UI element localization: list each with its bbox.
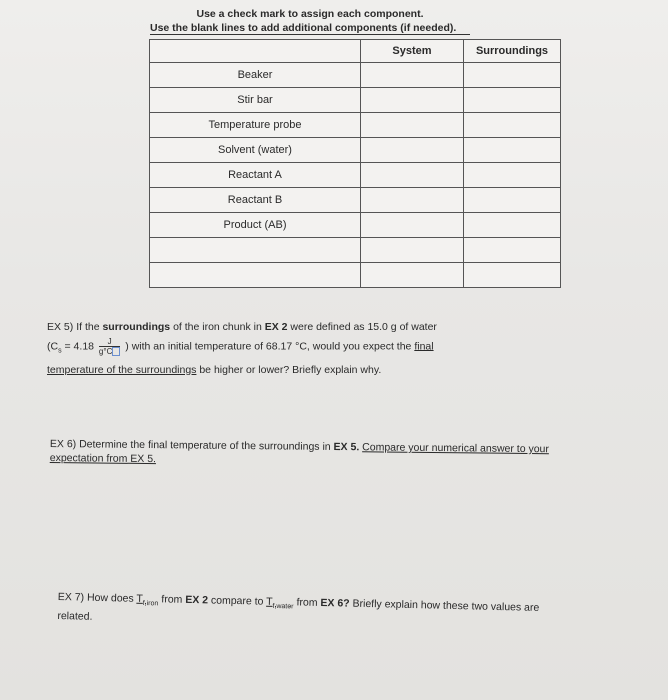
component-name: Reactant A bbox=[150, 163, 361, 188]
table-row bbox=[150, 113, 561, 138]
surroundings-checkbox-cell[interactable] bbox=[464, 113, 561, 138]
table-row bbox=[150, 188, 561, 213]
ex7-t-water bbox=[266, 596, 294, 609]
ex7-label: EX 7) bbox=[57, 590, 85, 604]
question-ex5 bbox=[47, 318, 527, 380]
system-checkbox-cell[interactable] bbox=[361, 63, 464, 88]
table-row bbox=[150, 63, 561, 88]
ex7-text: Briefly explain how these two values are related. bbox=[57, 597, 540, 623]
placeholder-box-icon bbox=[112, 347, 120, 356]
ex5-final-term: final bbox=[414, 340, 434, 353]
system-checkbox-cell[interactable] bbox=[361, 188, 464, 213]
system-checkbox-cell[interactable] bbox=[361, 138, 464, 163]
surroundings-checkbox-cell[interactable] bbox=[464, 188, 561, 213]
component-name: Beaker bbox=[150, 63, 361, 88]
system-checkbox-cell[interactable] bbox=[361, 213, 464, 238]
surroundings-checkbox-cell[interactable] bbox=[464, 238, 561, 263]
table-row bbox=[150, 138, 561, 163]
component-name: Reactant B bbox=[150, 188, 361, 213]
ex5-cs-subscript: s bbox=[58, 347, 62, 355]
ex6-compare-text: Compare your numerical answer to your expectation from EX 5. bbox=[49, 441, 549, 466]
ex5-cs-value: = 4.18 bbox=[61, 340, 94, 353]
ex5-text: were defined as 15.0 g of water bbox=[290, 321, 437, 333]
blank-component-cell[interactable] bbox=[150, 263, 361, 288]
t-symbol: T bbox=[266, 595, 273, 608]
ex7-t-iron bbox=[136, 592, 159, 608]
table-row-blank bbox=[150, 263, 561, 288]
header-component bbox=[150, 40, 361, 63]
component-name: Product (AB) bbox=[150, 213, 361, 238]
component-name: Stir bar bbox=[150, 88, 361, 113]
system-checkbox-cell[interactable] bbox=[361, 113, 464, 138]
surroundings-checkbox-cell[interactable] bbox=[464, 263, 561, 288]
ex5-cs-symbol: (C bbox=[47, 340, 59, 353]
components-table bbox=[149, 39, 561, 288]
table-header-row bbox=[150, 40, 561, 63]
system-checkbox-cell[interactable] bbox=[361, 88, 464, 113]
ex6-text: Determine the final temperature of the surroundings in bbox=[79, 438, 331, 453]
question-ex7 bbox=[57, 590, 558, 635]
ex5-text: ) with an initial temperature of 68.17 °C, would you expect the bbox=[125, 340, 412, 353]
ex5-surroundings-term: surroundings bbox=[102, 321, 171, 333]
instruction-line-1: Use a check mark to assign each component. bbox=[196, 8, 424, 20]
ex7-ref-ex6: EX 6? bbox=[320, 596, 350, 610]
ex5-units-fraction bbox=[99, 337, 120, 356]
header-surroundings: Surroundings bbox=[464, 40, 561, 63]
ex6-label: EX 6) bbox=[49, 437, 77, 451]
component-name: Solvent (water) bbox=[150, 138, 361, 163]
ex7-text: from bbox=[161, 593, 183, 606]
t-subscript: f,iron bbox=[142, 600, 159, 608]
surroundings-checkbox-cell[interactable] bbox=[464, 63, 561, 88]
surroundings-checkbox-cell[interactable] bbox=[464, 163, 561, 188]
header-system: System bbox=[361, 40, 464, 63]
question-ex6 bbox=[50, 437, 570, 470]
ex5-text: If the bbox=[76, 321, 100, 333]
fraction-denominator-text: g°C bbox=[98, 347, 113, 356]
fraction-numerator: J bbox=[99, 337, 120, 347]
table-row bbox=[150, 213, 561, 238]
t-symbol: T bbox=[136, 592, 144, 605]
system-checkbox-cell[interactable] bbox=[361, 238, 464, 263]
ex7-text: How does bbox=[86, 591, 134, 605]
blank-component-cell[interactable] bbox=[150, 238, 361, 263]
table-row-blank bbox=[150, 238, 561, 263]
surroundings-checkbox-cell[interactable] bbox=[464, 138, 561, 163]
t-subscript: f,water bbox=[272, 602, 294, 611]
fraction-denominator bbox=[99, 347, 120, 356]
ex5-text: of the iron chunk in bbox=[173, 321, 262, 333]
ex7-ref-ex2: EX 2 bbox=[185, 593, 209, 607]
component-name: Temperature probe bbox=[150, 113, 361, 138]
ex5-text: be higher or lower? Briefly explain why. bbox=[199, 363, 382, 376]
system-checkbox-cell[interactable] bbox=[361, 263, 464, 288]
instruction-line-2: Use the blank lines to add additional components (if needed). bbox=[150, 22, 470, 35]
ex5-label: EX 5) bbox=[47, 321, 74, 333]
system-checkbox-cell[interactable] bbox=[361, 163, 464, 188]
surroundings-checkbox-cell[interactable] bbox=[464, 88, 561, 113]
ex5-ref-ex2: EX 2 bbox=[264, 321, 288, 333]
ex5-temp-surroundings-term: temperature of the surroundings bbox=[47, 363, 197, 376]
ex7-text: compare to bbox=[210, 594, 264, 608]
ex7-text: from bbox=[296, 596, 318, 609]
ex6-ref-ex5: EX 5. bbox=[333, 440, 360, 454]
table-row bbox=[150, 88, 561, 113]
table-row bbox=[150, 163, 561, 188]
surroundings-checkbox-cell[interactable] bbox=[464, 213, 561, 238]
